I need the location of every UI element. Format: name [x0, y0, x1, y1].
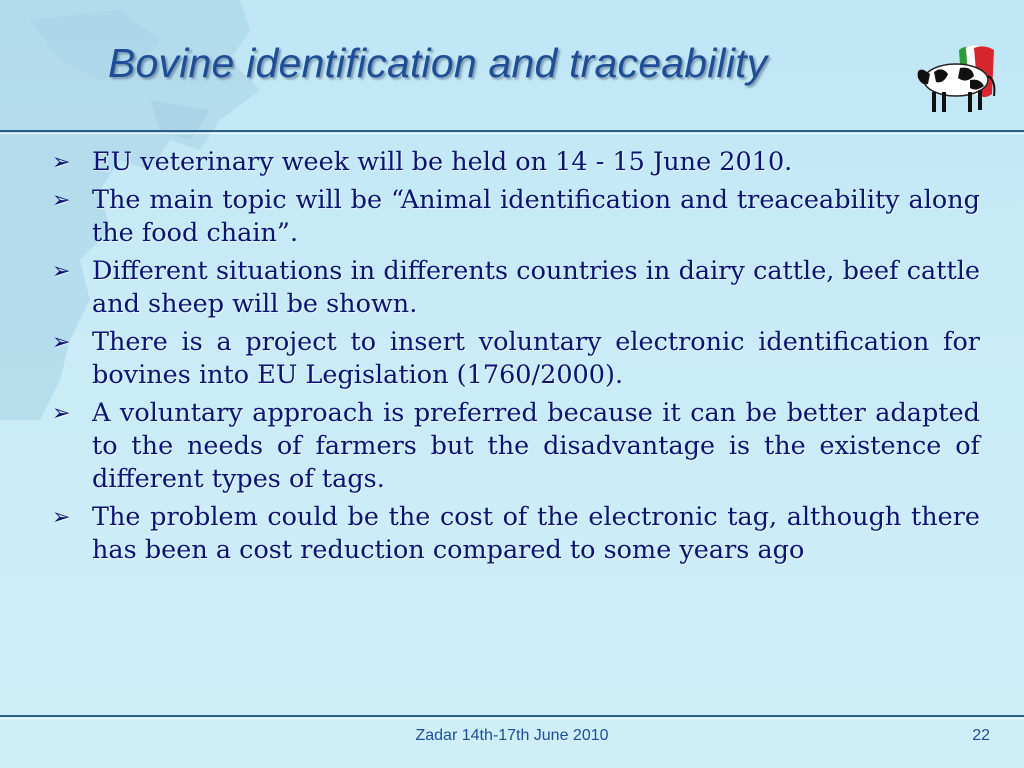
bullet-text: The problem could be the cost of the electronic tag, although there has been a cost reduction compared to some years ago — [92, 502, 980, 565]
bullet-item — [52, 501, 980, 567]
arrowhead-bullet-icon: ➢ — [52, 259, 71, 284]
page-number: 22 — [972, 727, 990, 744]
arrowhead-bullet-icon: ➢ — [52, 505, 71, 530]
bullet-list — [52, 146, 980, 572]
arrowhead-bullet-icon: ➢ — [52, 150, 71, 175]
slide-title: Bovine identification and traceability — [108, 40, 768, 86]
bullet-item — [52, 326, 980, 392]
footer-divider-highlight — [0, 718, 1024, 719]
bullet-text: A voluntary approach is preferred because it can be better adapted to the needs of farmers but the disadvantage is the existence of different types of tags. — [92, 398, 980, 494]
bullet-text: EU veterinary week will be held on 14 - 15 June 2010. — [92, 147, 793, 177]
bullet-text: The main topic will be “Animal identification and treaceability along the food chain”. — [92, 185, 980, 248]
bullet-item — [52, 146, 980, 179]
bullet-item — [52, 255, 980, 321]
footer-text: Zadar 14th-17th June 2010 — [415, 727, 609, 744]
bullet-item — [52, 184, 980, 250]
arrowhead-bullet-icon: ➢ — [52, 188, 71, 213]
bullet-text: Different situations in differents countries in dairy cattle, beef cattle and sheep will be shown. — [92, 256, 980, 319]
bullet-item — [52, 397, 980, 496]
title-divider-highlight — [0, 133, 1024, 134]
arrowhead-bullet-icon: ➢ — [52, 330, 71, 355]
bullet-text: There is a project to insert voluntary electronic identification for bovines into EU Legislation (1760/2000). — [92, 327, 980, 390]
cow-flag-logo — [914, 40, 1014, 120]
footer-divider — [0, 715, 1024, 717]
title-divider — [0, 130, 1024, 132]
arrowhead-bullet-icon: ➢ — [52, 401, 71, 426]
